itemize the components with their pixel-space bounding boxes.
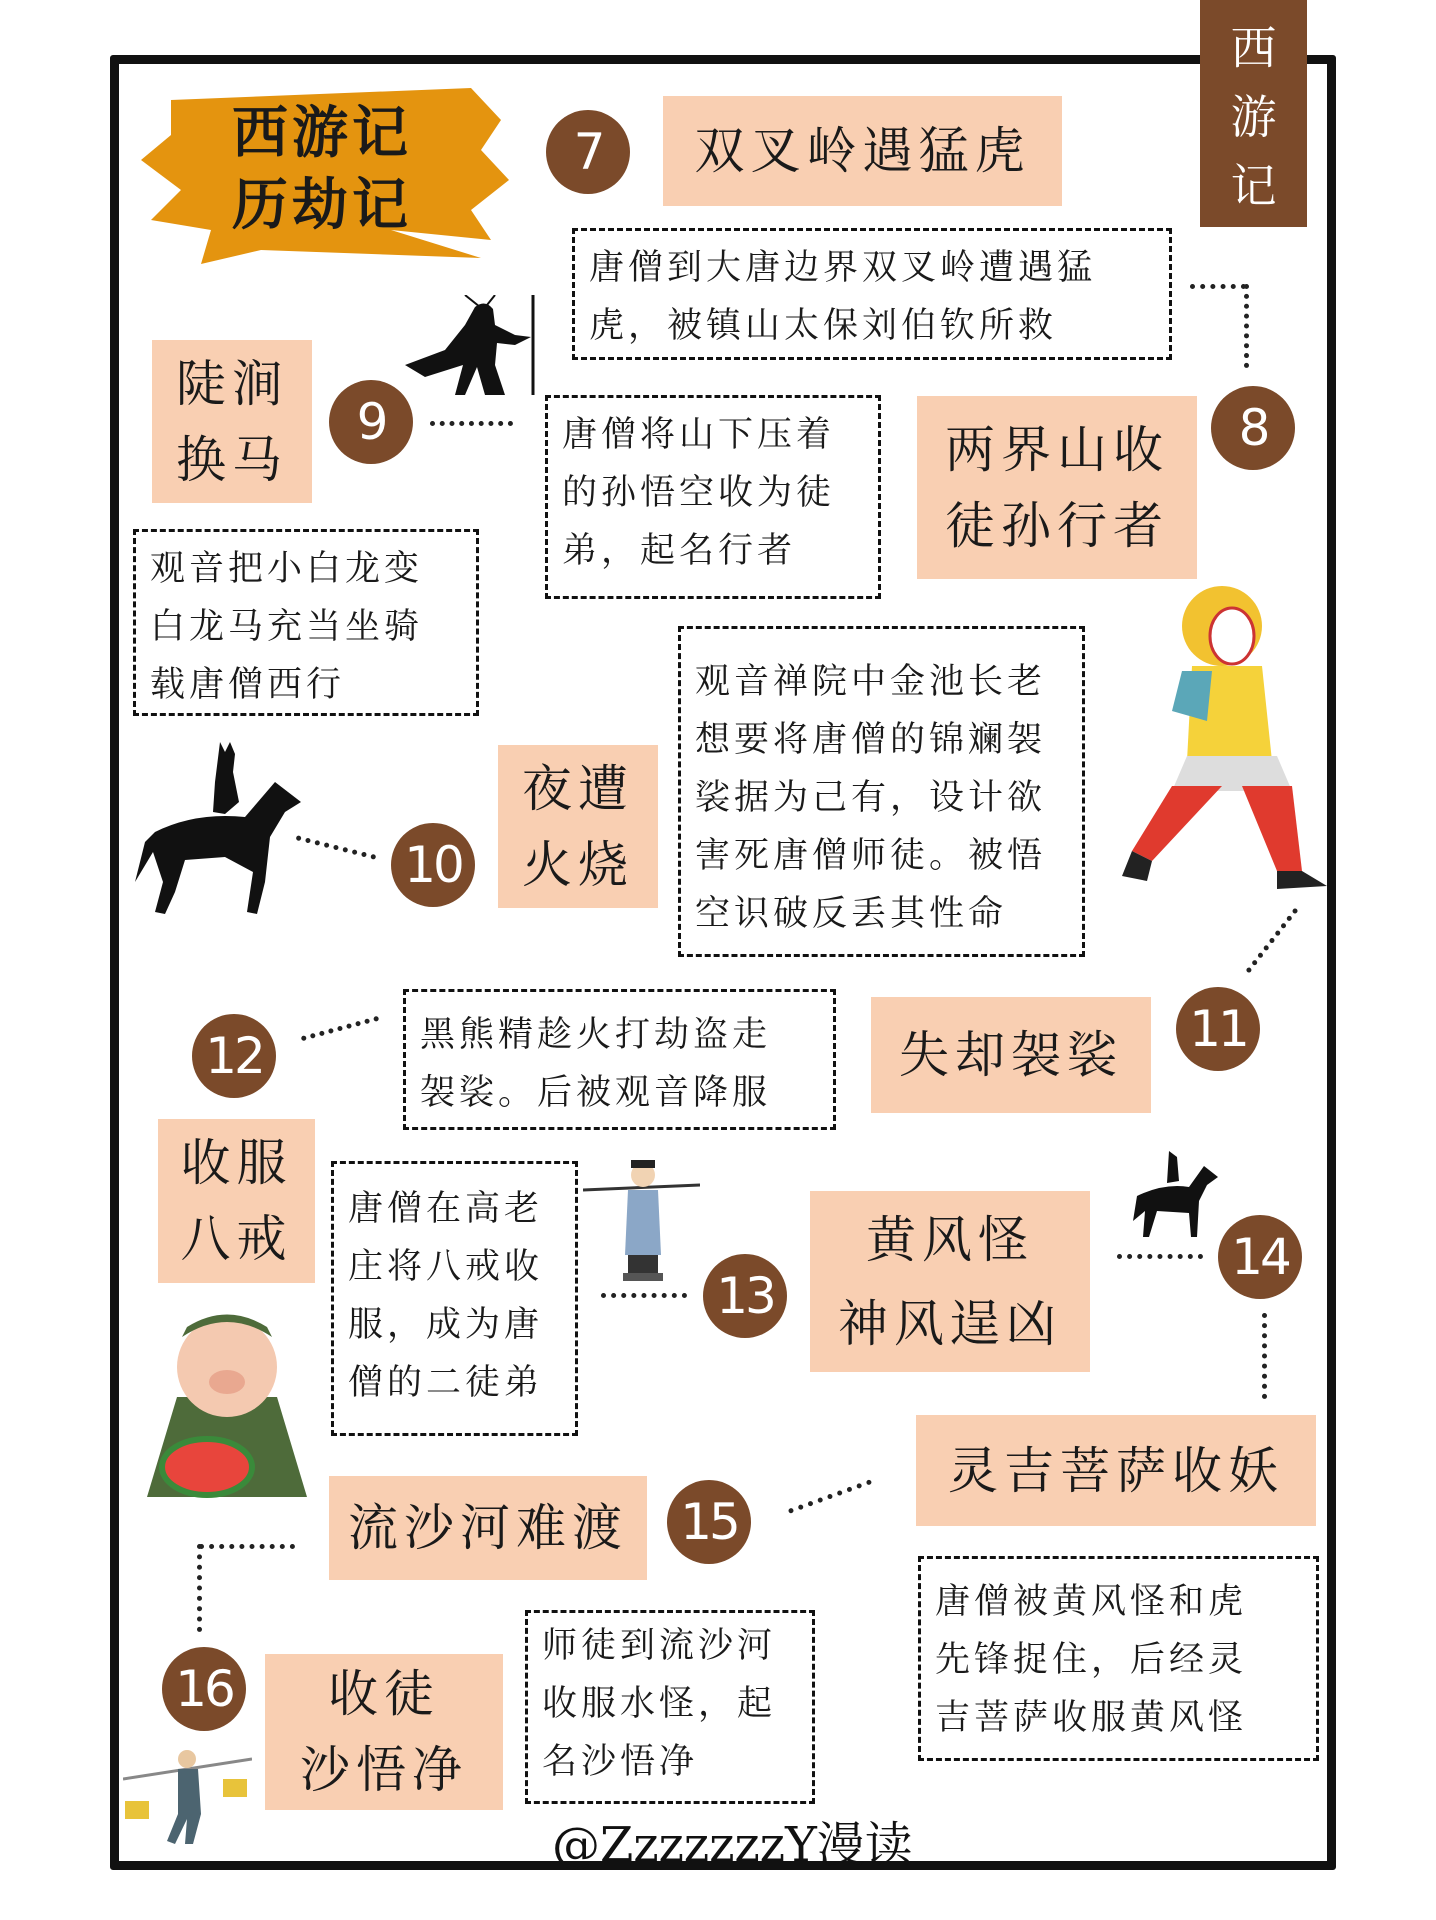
title-line: 沙悟净	[300, 1741, 468, 1799]
episode-desc-15	[525, 1610, 815, 1804]
desc-line: 载唐僧西行	[150, 665, 346, 705]
desc-line: 名沙悟净	[542, 1742, 699, 1782]
porter-illustration	[583, 1160, 700, 1283]
title-line: 陡涧	[176, 354, 288, 413]
desc-line: 吉菩萨收服黄风怪	[935, 1698, 1248, 1738]
desc-line: 虎，被镇山太保刘伯钦所救	[589, 306, 1058, 346]
title-line: 徒孙行者	[945, 496, 1169, 555]
horse-rider-silhouette-icon	[135, 742, 301, 914]
episode-title-13	[810, 1191, 1090, 1372]
desc-line: 想要将唐僧的锦斓袈	[695, 720, 1047, 760]
title-line: 黄风怪	[866, 1210, 1034, 1269]
episode-desc-7	[572, 228, 1172, 360]
step-badge-12: 12	[192, 1014, 276, 1098]
desc-line: 观音禅院中金池长老	[695, 662, 1047, 702]
desc-line: 服，成为唐	[348, 1305, 544, 1345]
step-badge-7: 7	[546, 110, 630, 194]
step-badge-8: 8	[1211, 386, 1295, 470]
episode-title-11: 失却袈裟	[871, 997, 1151, 1113]
desc-line: 唐僧在高老	[348, 1189, 544, 1229]
pigsy-illustration	[137, 1307, 313, 1503]
desc-line: 裟据为己有，设计欲	[695, 778, 1047, 818]
dotted-connector	[199, 1544, 295, 1549]
side-tab-char: 游	[1230, 89, 1277, 144]
episode-title-14: 灵吉菩萨收妖	[916, 1415, 1316, 1526]
episode-title-12	[158, 1119, 315, 1283]
episode-title-10	[498, 745, 658, 908]
title-line: 神风逞凶	[838, 1294, 1062, 1353]
episode-title-16	[265, 1654, 503, 1810]
title-line: 收服	[180, 1134, 293, 1192]
title-line-1: 西游记	[232, 101, 412, 166]
desc-line: 白龙马充当坐骑	[150, 607, 424, 647]
dotted-connector	[1244, 284, 1249, 368]
desc-line: 黑熊精趁火打劫盗走	[420, 1015, 772, 1055]
episode-desc-12	[331, 1161, 578, 1436]
desc-line: 唐僧到大唐边界双叉岭遭遇猛	[589, 248, 1097, 288]
episode-title-7: 双叉岭遇猛虎	[663, 96, 1062, 206]
monkey-king-illustration	[1092, 571, 1332, 891]
desc-line: 弟，起名行者	[562, 531, 797, 571]
watermark: @ZzzzzzzY漫读	[552, 1817, 913, 1873]
step-badge-10: 10	[391, 823, 475, 907]
title-line: 两界山收	[945, 420, 1169, 479]
episode-desc-9	[133, 529, 479, 716]
desc-line: 庄将八戒收	[348, 1247, 544, 1287]
title-line-2: 历劫记	[232, 173, 412, 238]
step-badge-16: 16	[162, 1647, 246, 1731]
desc-line: 唐僧被黄风怪和虎	[935, 1582, 1248, 1622]
title-line: 八戒	[180, 1210, 293, 1268]
desc-line: 师徒到流沙河	[542, 1626, 777, 1666]
side-tab-char: 西	[1230, 20, 1277, 75]
episode-title-8	[917, 396, 1197, 579]
dotted-connector	[1190, 284, 1246, 289]
episode-desc-14	[918, 1556, 1319, 1761]
step-badge-15: 15	[667, 1480, 751, 1564]
desc-line: 空识破反丢其性命	[695, 894, 1008, 934]
step-badge-11: 11	[1176, 987, 1260, 1071]
step-badge-13: 13	[703, 1254, 787, 1338]
desc-line: 僧的二徒弟	[348, 1363, 544, 1403]
episode-title-15: 流沙河难渡	[329, 1476, 647, 1580]
episode-desc-10	[678, 626, 1085, 957]
desc-line: 的孙悟空收为徒	[562, 473, 836, 513]
desc-line: 收服水怪，起	[542, 1684, 777, 1724]
step-badge-14: 14	[1218, 1215, 1302, 1299]
title-line: 换马	[176, 430, 288, 489]
dotted-connector	[430, 421, 513, 426]
dotted-connector	[1262, 1313, 1267, 1399]
episode-title-9	[152, 340, 312, 503]
dotted-connector	[1117, 1254, 1203, 1259]
dotted-connector	[197, 1544, 202, 1632]
desc-line: 唐僧将山下压着	[562, 415, 836, 455]
sha-wujing-porter-illustration	[123, 1749, 252, 1847]
episode-desc-11	[403, 989, 836, 1130]
title-line: 收徒	[328, 1665, 440, 1723]
title-line: 火烧	[522, 835, 634, 894]
desc-line: 观音把小白龙变	[150, 549, 424, 589]
side-tab	[1200, 0, 1307, 227]
small-horse-rider-icon	[1129, 1151, 1218, 1237]
side-tab-char: 记	[1230, 158, 1277, 213]
episode-desc-8	[545, 395, 881, 599]
step-badge-9: 9	[329, 380, 413, 464]
desc-line: 害死唐僧师徒。被悟	[695, 836, 1047, 876]
monkey-silhouette-icon	[405, 295, 540, 395]
dotted-connector	[601, 1293, 687, 1298]
page-title	[232, 98, 412, 242]
desc-line: 先锋捉住，后经灵	[935, 1640, 1248, 1680]
title-line: 夜遭	[522, 759, 634, 818]
desc-line: 袈裟。后被观音降服	[420, 1073, 772, 1113]
